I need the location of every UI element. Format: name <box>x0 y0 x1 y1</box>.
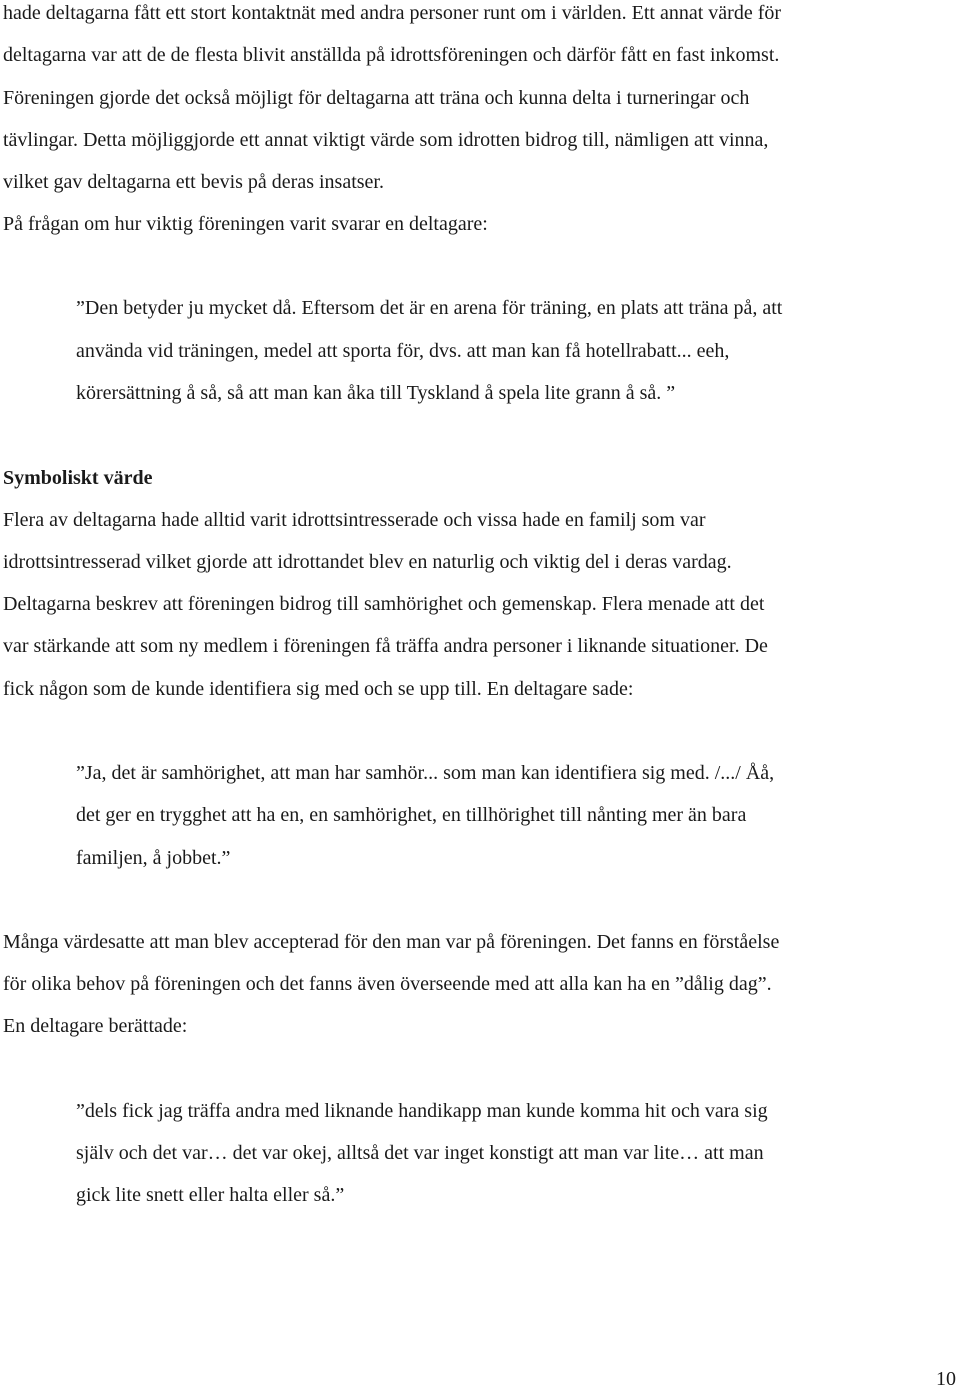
text-line: Flera av deltagarna hade alltid varit idrottsintresserade och vissa hade en familj som var <box>3 509 706 531</box>
text-line: En deltagare berättade: <box>3 1015 188 1037</box>
section-heading: Symboliskt värde <box>3 467 153 489</box>
text-line: deltagarna var att de de flesta blivit anställda på idrottsföreningen och därför fått en fast inkomst. <box>3 44 780 66</box>
quote-line: det ger en trygghet att ha en, en samhörighet, en tillhörighet till nånting mer än bara <box>76 804 747 826</box>
quote-line: använda vid träningen, medel att sporta för, dvs. att man kan få hotellrabatt... eeh, <box>76 340 730 362</box>
page-number: 10 <box>936 1368 956 1390</box>
text-line: Många värdesatte att man blev accepterad för den man var på föreningen. Det fanns en förståelse <box>3 931 780 953</box>
quote-line: gick lite snett eller halta eller så.” <box>76 1184 345 1206</box>
text-line: vilket gav deltagarna ett bevis på deras insatser. <box>3 171 384 193</box>
quote-line: körersättning å så, så att man kan åka till Tyskland å spela lite grann å så. ” <box>76 382 676 404</box>
text-line: idrottsintresserad vilket gjorde att idrottandet blev en naturlig och viktig del i deras vardag. <box>3 551 732 573</box>
text-line: tävlingar. Detta möjliggjorde ett annat viktigt värde som idrotten bidrog till, nämligen att vinna, <box>3 129 769 151</box>
text-line: Deltagarna beskrev att föreningen bidrog till samhörighet och gemenskap. Flera menade att det <box>3 593 765 615</box>
text-line: Föreningen gjorde det också möjligt för deltagarna att träna och kunna delta i turneringar och <box>3 87 750 109</box>
quote-line: familjen, å jobbet.” <box>76 847 231 869</box>
quote-line: själv och det var… det var okej, alltså det var inget konstigt att man var lite… att man <box>76 1142 764 1164</box>
text-line: På frågan om hur viktig föreningen varit svarar en deltagare: <box>3 213 488 235</box>
quote-line: ”dels fick jag träffa andra med liknande handikapp man kunde komma hit och vara sig <box>76 1100 768 1122</box>
text-line: fick någon som de kunde identifiera sig med och se upp till. En deltagare sade: <box>3 678 634 700</box>
quote-line: ”Ja, det är samhörighet, att man har samhör... som man kan identifiera sig med. /.../ Åå, <box>76 762 775 784</box>
text-line: hade deltagarna fått ett stort kontaktnät med andra personer runt om i världen. Ett annat värde för <box>3 2 782 24</box>
quote-line: ”Den betyder ju mycket då. Eftersom det är en arena för träning, en plats att träna på, att <box>76 297 783 319</box>
text-line: var stärkande att som ny medlem i föreningen få träffa andra personer i liknande situationer. De <box>3 635 768 657</box>
text-line: för olika behov på föreningen och det fanns även överseende med att alla kan ha en ”dålig dag”. <box>3 973 772 995</box>
